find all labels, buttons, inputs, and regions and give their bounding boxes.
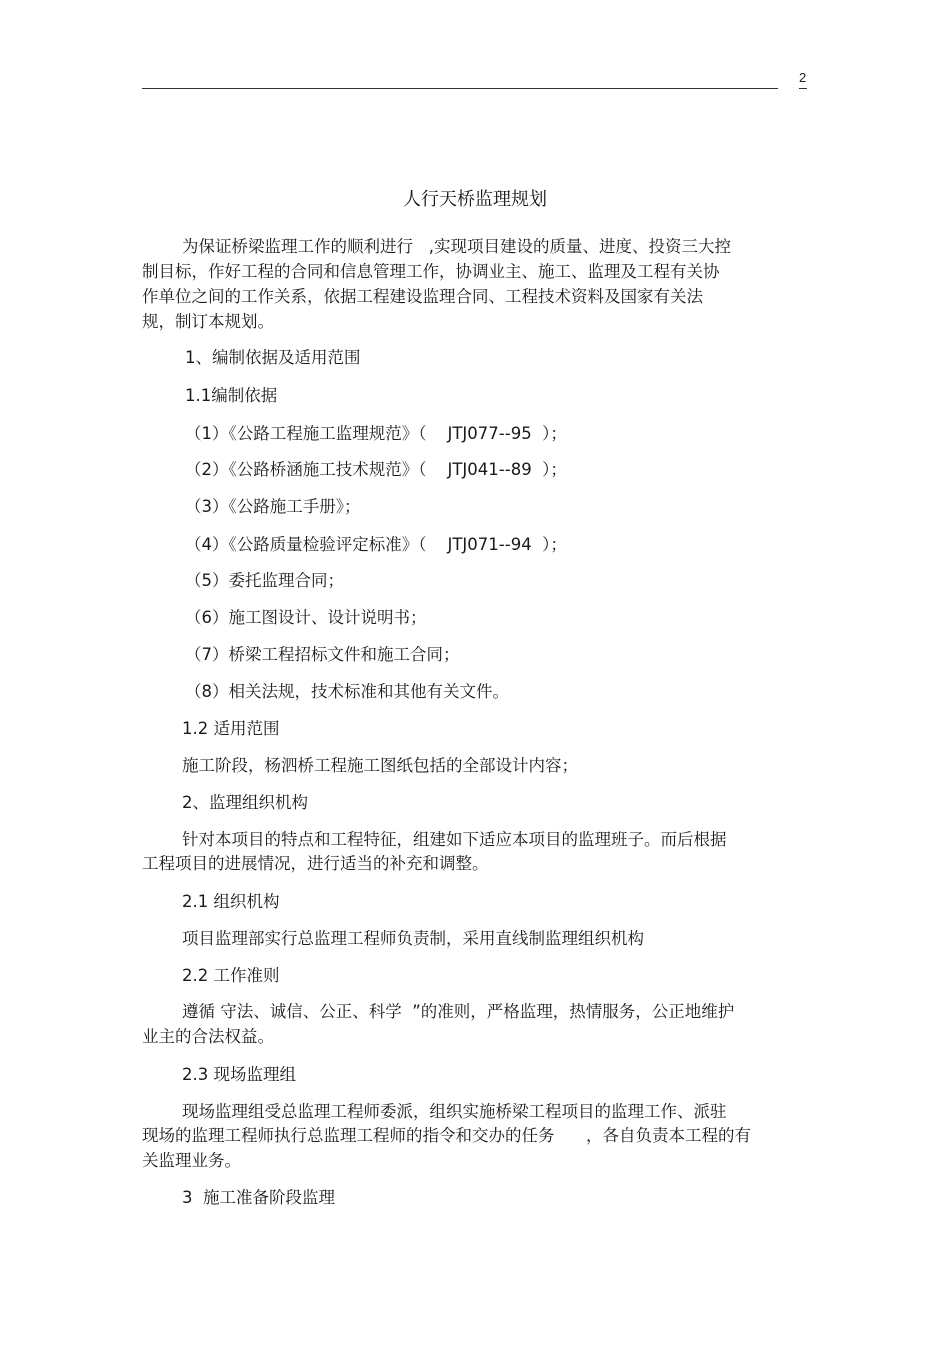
list-item: （7）桥梁工程招标文件和施工合同； <box>185 645 460 664</box>
intro-line: 规，制订本规划。 <box>142 312 274 331</box>
document-title: 人行天桥监理规划 <box>403 189 547 210</box>
paragraph-line: 遵循 守法、诚信、公正、科学 ”的准则，严格监理，热情服务，公正地维护 <box>182 1002 735 1021</box>
header-rule <box>142 88 778 89</box>
list-item: （2）《公路桥涵施工技术规范》（ JTJ041--89 ）； <box>185 460 567 479</box>
list-item: （4）《公路质量检验评定标准》（ JTJ071--94 ）； <box>185 535 567 554</box>
section-1-2-heading: 1.2 适用范围 <box>182 719 280 738</box>
section-1-heading: 1、编制依据及适用范围 <box>185 348 361 367</box>
paragraph-line: 关监理业务。 <box>142 1151 241 1170</box>
section-2-3-heading: 2.3 现场监理组 <box>182 1065 296 1084</box>
intro-line: 制目标，作好工程的合同和信息管理工作，协调业主、施工、监理及工程有关协 <box>142 262 720 281</box>
list-item: （8）相关法规，技术标准和其他有关文件。 <box>185 682 509 701</box>
intro-line: 为保证桥梁监理工作的顺利进行 ,实现项目建设的质量、进度、投资三大控 <box>182 237 731 256</box>
section-3-heading: 3 施工准备阶段监理 <box>182 1188 335 1207</box>
paragraph-line: 业主的合法权益。 <box>142 1027 274 1046</box>
section-1-2-text: 施工阶段，杨泗桥工程施工图纸包括的全部设计内容； <box>182 756 578 775</box>
section-2-heading: 2、监理组织机构 <box>182 793 308 812</box>
section-2-2-heading: 2.2 工作准则 <box>182 966 280 985</box>
paragraph-line: 工程项目的进展情况，进行适当的补充和调整。 <box>142 854 489 873</box>
list-item: （5）委托监理合同； <box>185 571 344 590</box>
list-item: （6）施工图设计、设计说明书； <box>185 608 427 627</box>
page-number: 2 <box>799 70 807 85</box>
section-2-1-heading: 2.1 组织机构 <box>182 892 280 911</box>
paragraph-line: 针对本项目的特点和工程特征，组建如下适应本项目的监理班子。而后根据 <box>182 830 727 849</box>
list-item: （1）《公路工程施工监理规范》（ JTJ077--95 ）； <box>185 424 567 443</box>
intro-line: 作单位之间的工作关系，依据工程建设监理合同、工程技术资料及国家有关法 <box>142 287 703 306</box>
section-1-1-heading: 1.1编制依据 <box>185 386 278 405</box>
paragraph-line: 现场的监理工程师执行总监理工程师的指令和交办的任务 ，各自负责本工程的有 <box>142 1126 751 1145</box>
section-2-1-text: 项目监理部实行总监理工程师负责制，采用直线制监理组织机构 <box>182 929 644 948</box>
list-item: （3）《公路施工手册》； <box>185 497 361 516</box>
paragraph-line: 现场监理组受总监理工程师委派，组织实施桥梁工程项目的监理工作、派驻 <box>182 1102 727 1121</box>
page-number-underline <box>799 88 807 89</box>
